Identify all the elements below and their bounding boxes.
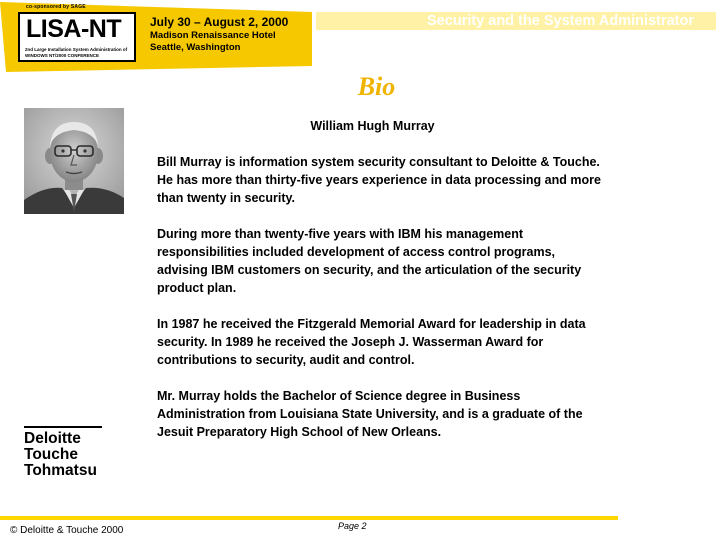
- event-info: [150, 15, 288, 54]
- firm-logo-line: Touche: [24, 446, 78, 463]
- person-name: William Hugh Murray: [310, 119, 435, 133]
- copyright-text: © Deloitte & Touche 2000: [10, 525, 124, 536]
- slide-title: Security and the System Administrator: [427, 13, 694, 29]
- firm-logo-line: Deloitte: [24, 430, 81, 447]
- firm-logo-rule: [24, 426, 102, 428]
- section-heading: Bio: [357, 72, 396, 101]
- firm-logo: [24, 426, 114, 479]
- logo-wordmark: LISA-NT: [26, 15, 122, 43]
- footer-rule: [0, 516, 618, 520]
- event-venue: Madison Renaissance Hotel: [150, 30, 276, 41]
- bio-paragraph: In 1987 he received the Fitzgerald Memorial Award for leadership in data security. In 1989 he received the Joseph J. Wasserman Award for contributions to security, audit and control.: [157, 317, 586, 367]
- logo-subtitle: 2nd Large Installation System Administration of WINDOWS NT/2000 CONFERENCE: [25, 47, 128, 58]
- bio-paragraph: Bill Murray is information system security consultant to Deloitte & Touche. He has more than thirty-five years experience in data processing and more than twenty in security.: [157, 155, 601, 205]
- bio-paragraph: Mr. Murray holds the Bachelor of Science degree in Business Administration from Louisiana State University, and is a graduate of the Jesuit Preparatory High School of New Orleans.: [157, 389, 583, 439]
- logo-wordmark-box: [18, 12, 136, 62]
- firm-logo-line: Tohmatsu: [24, 462, 97, 479]
- bio-paragraph: During more than twenty-five years with IBM his management responsibilities included development of access control programs, advising IBM customers on security, and the articulation of the security product plan.: [157, 227, 582, 295]
- event-city: Seattle, Washington: [150, 42, 241, 53]
- conference-logo: [0, 0, 312, 72]
- page-number: Page 2: [338, 521, 367, 531]
- event-date: July 30 – August 2, 2000: [150, 15, 289, 29]
- logo-sponsor-text: co-sponsored by SAGE: [26, 4, 86, 10]
- bio-text: [157, 153, 602, 459]
- slide-title-bar: [316, 12, 716, 30]
